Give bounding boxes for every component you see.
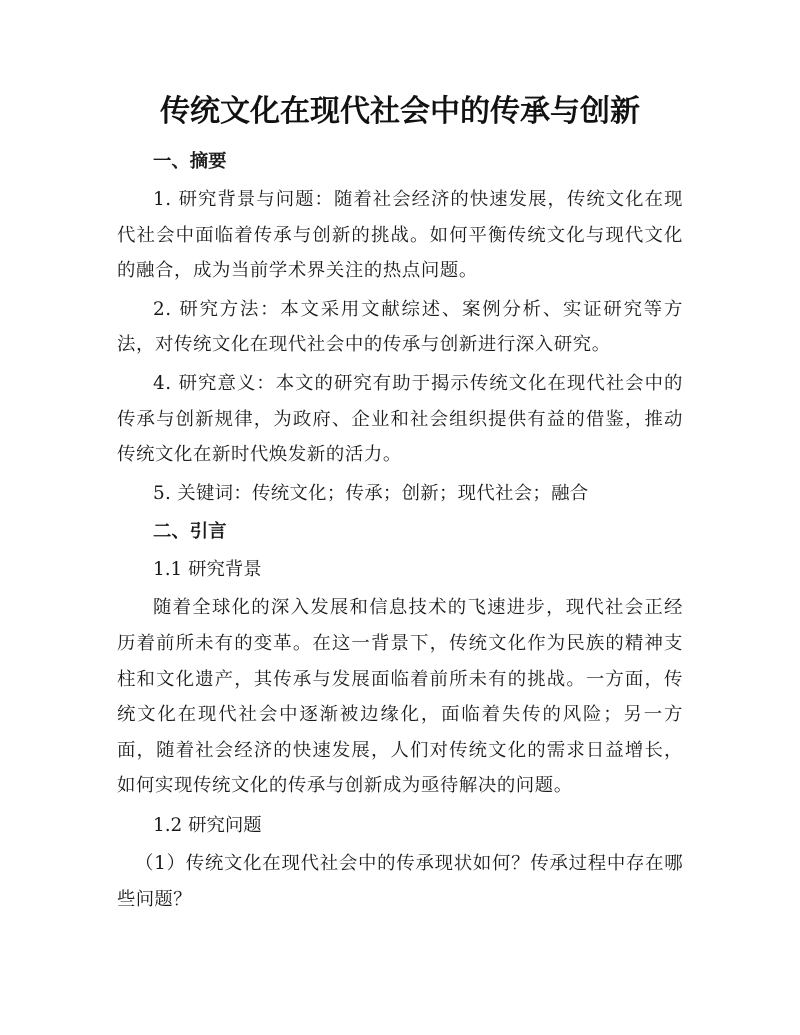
subsection-heading-background: 1.1 研究背景 xyxy=(153,559,262,581)
document-title: 传统文化在现代社会中的传承与创新 xyxy=(160,94,640,129)
introduction-paragraph-background: 随着全球化的深入发展和信息技术的飞速进步，现代社会正经历着前所未有的变革。在这一背景下，传统文化作为民族的精神支柱和文化遗产，其传承与发展面临着前所未有的挑战。一方面，传统文化在现代社会中逐渐被边缘化，面临着失传的风险；另一方面，随着社会经济的快速发展，人们对传统文化的需求日益增长，如何实现传统文化的传承与创新成为亟待解决的问题。 xyxy=(117,597,683,797)
abstract-paragraph-method: 2. 研究方法：本文采用文献综述、案例分析、实证研究等方法，对传统文化在现代社会中的传承与创新进行深入研究。 xyxy=(117,298,683,356)
section-heading-abstract: 一、摘要 xyxy=(153,151,227,172)
abstract-paragraph-background: 1. 研究背景与问题：随着社会经济的快速发展，传统文化在现代社会中面临着传承与创新的挑战。如何平衡传统文化与现代文化的融合，成为当前学术界关注的热点问题。 xyxy=(117,189,683,282)
document-body xyxy=(117,144,683,917)
subsection-heading-questions: 1.2 研究问题 xyxy=(153,814,262,836)
abstract-paragraph-significance: 4. 研究意义：本文的研究有助于揭示传统文化在现代社会中的传承与创新规律，为政府、企业和社会组织提供有益的借鉴，推动传统文化在新时代焕发新的活力。 xyxy=(117,372,683,466)
introduction-paragraph-questions: （1）传统文化在现代社会中的传承现状如何？传承过程中存在哪些问题？ xyxy=(117,852,683,910)
abstract-paragraph-keywords: 5. 关键词：传统文化；传承；创新；现代社会；融合 xyxy=(153,482,589,504)
section-heading-introduction: 二、引言 xyxy=(153,521,227,543)
